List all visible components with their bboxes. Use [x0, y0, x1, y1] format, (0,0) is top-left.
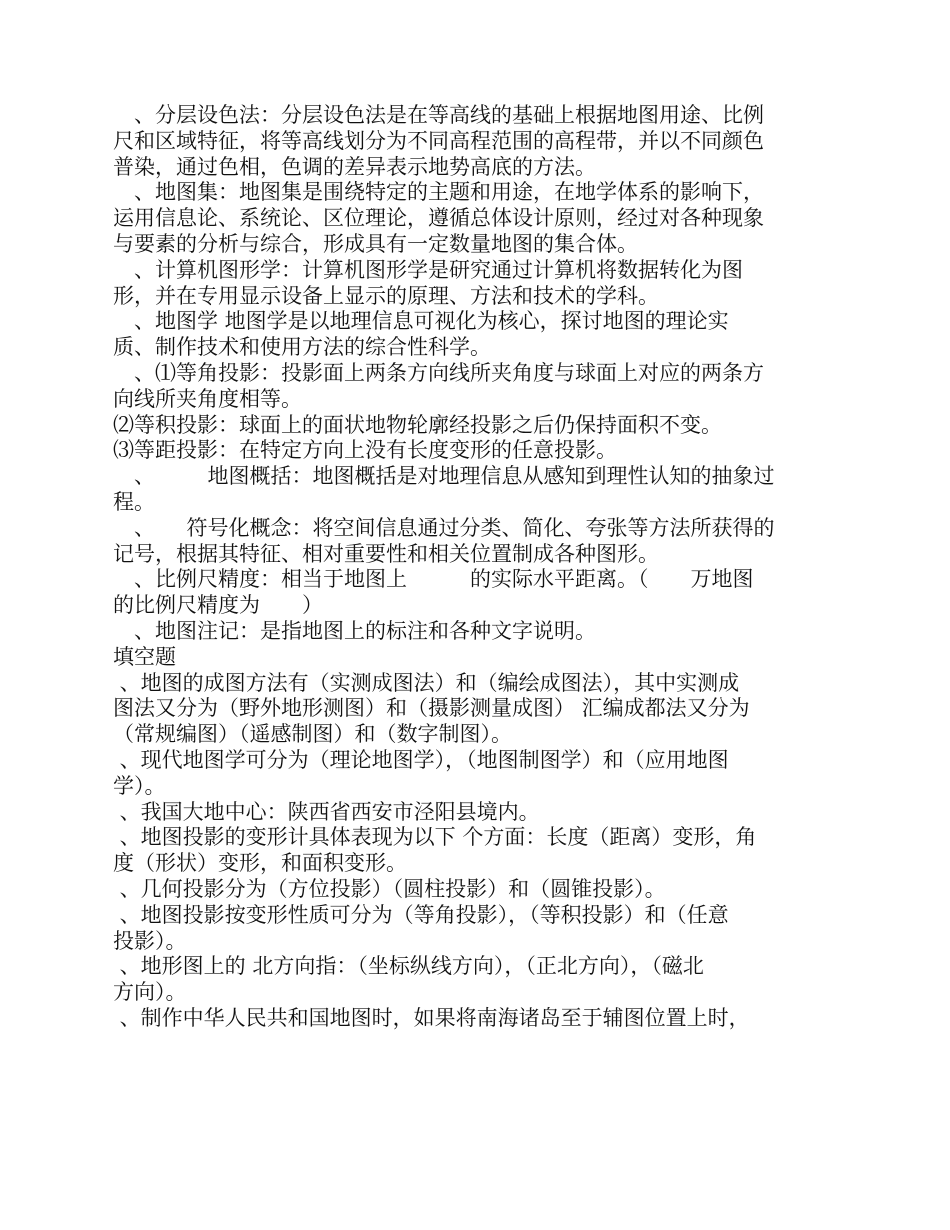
text-line: 、地图集：地图集是围绕特定的主题和用途，在地学体系的影响下，: [113, 180, 764, 205]
text-line: 、地图注记：是指地图上的标注和各种文字说明。: [113, 618, 596, 643]
text-line: 、地形图上的 北方向指：（坐标纵线方向），（正北方向），（磁北: [113, 954, 704, 979]
text-line: 、⑴等角投影：投影面上两条方向线所夹角度与球面上对应的两条方: [113, 360, 764, 385]
text-line: 、地图学 地图学是以地理信息可视化为核心，探讨地图的理论实: [113, 309, 729, 334]
text-line: 、我国大地中心：陕西省西安市泾阳县境内。: [113, 799, 540, 824]
text-line: ⑵等积投影：球面上的面状地物轮廓经投影之后仍保持面积不变。: [113, 412, 722, 437]
text-line: 质、制作技术和使用方法的综合性科学。: [113, 335, 491, 360]
text-line: 、地图投影按变形性质可分为（等角投影），（等积投影）和（任意: [113, 902, 729, 927]
text-line: 、地图投影的变形计具体表现为以下 个方面：长度（距离）变形，角: [113, 825, 757, 850]
text-line: 运用信息论、系统论、区位理论，遵循总体设计原则，经过对各种现象: [113, 206, 764, 231]
text-line: 、几何投影分为（方位投影）（圆柱投影）和（圆锥投影）。: [113, 876, 666, 901]
text-line: 度（形状）变形，和面积变形。: [113, 851, 407, 876]
text-line: 的比例尺精度为 ）: [113, 593, 323, 618]
document-page: [113, 103, 843, 1032]
text-line: 图法又分为（野外地形测图）和（摄影测量成图） 汇编成都法又分为: [113, 696, 750, 721]
text-line: 记号，根据其特征、相对重要性和相关位置制成各种图形。: [113, 541, 659, 566]
text-line: 尺和区域特征，将等高线划分为不同高程范围的高程带，并以不同颜色: [113, 128, 764, 153]
text-line: 、 符号化概念：将空间信息通过分类、简化、夸张等方法所获得的: [113, 515, 775, 540]
text-line: 向线所夹角度相等。: [113, 386, 302, 411]
section-heading: 填空题: [113, 644, 176, 669]
text-line: 学）。: [113, 773, 166, 798]
text-line: 投影）。: [113, 928, 187, 953]
text-line: 、计算机图形学：计算机图形学是研究通过计算机将数据转化为图: [113, 257, 743, 282]
text-line: 、地图的成图方法有（实测成图法）和（编绘成图法），其中实测成: [113, 670, 740, 695]
text-line: 、分层设色法：分层设色法是在等高线的基础上根据地图用途、比例: [113, 103, 764, 127]
text-line: 、 地图概括：地图概括是对地理信息从感知到理性认知的抽象过: [113, 464, 775, 489]
text-line: 程。: [113, 489, 155, 514]
text-line: 、现代地图学可分为（理论地图学），（地图制图学）和（应用地图: [113, 747, 729, 772]
text-line: 方向）。: [113, 980, 187, 1005]
text-line: ⑶等距投影：在特定方向上没有长度变形的任意投影。: [113, 438, 617, 463]
text-line: 、制作中华人民共和国地图时，如果将南海诸岛至于辅图位置上时，: [113, 1005, 750, 1030]
text-line: 普染，通过色相，色调的差异表示地势高底的方法。: [113, 154, 596, 179]
text-line: （常规编图）（遥感制图）和（数字制图）。: [113, 722, 512, 747]
text-line: 形，并在专用显示设备上显示的原理、方法和技术的学科。: [113, 283, 659, 308]
text-line: 与要素的分析与综合，形成具有一定数量地图的集合体。: [113, 231, 638, 256]
text-line: 、比例尺精度：相当于地图上 的实际水平距离。（ 万地图: [113, 567, 754, 592]
